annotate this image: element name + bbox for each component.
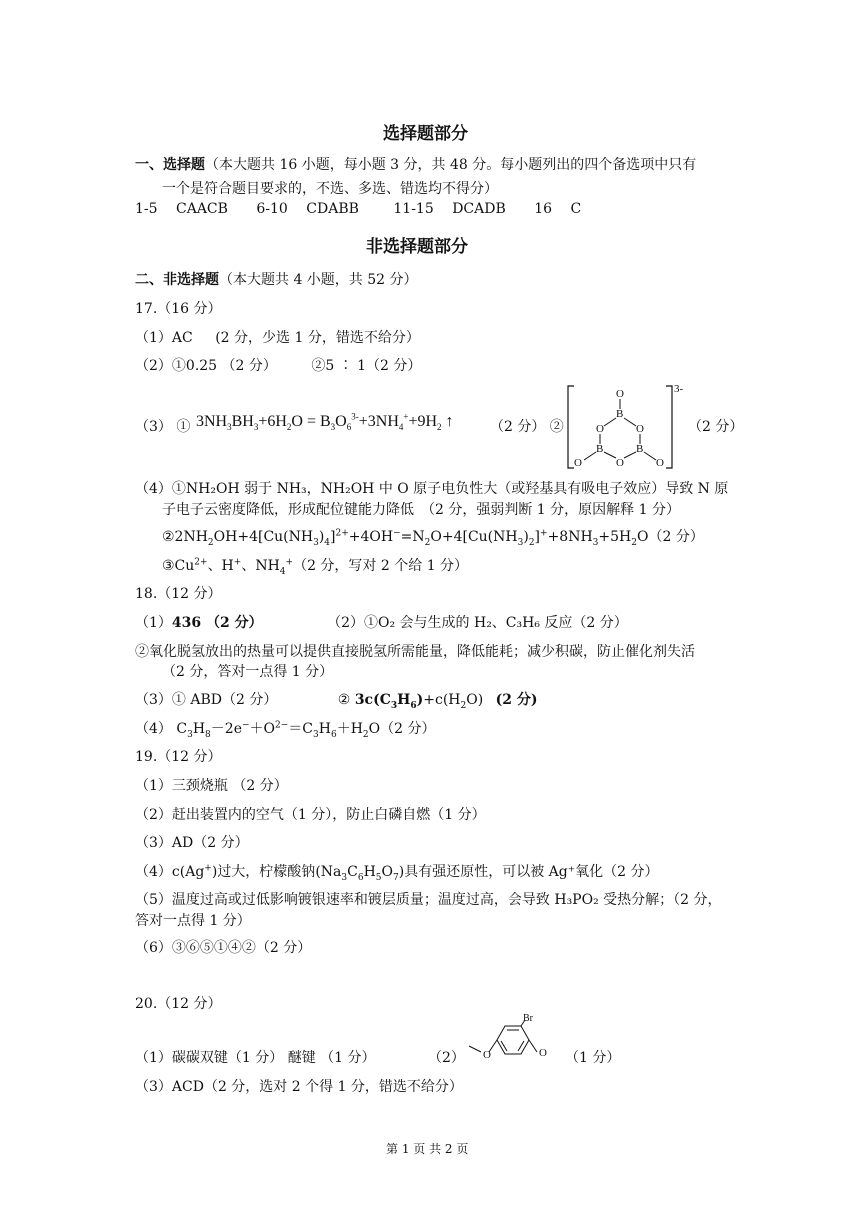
svg-text:O: O xyxy=(574,457,582,469)
section2-desc: （本大题共 4 小题，共 52 分） xyxy=(219,272,418,288)
answer-row xyxy=(135,201,581,217)
q18-p3a: （3）① ABD（2 分） xyxy=(135,692,278,708)
svg-text:B: B xyxy=(636,443,644,455)
svg-text:O: O xyxy=(616,457,624,469)
answer-value: C xyxy=(570,201,582,217)
bracket-charge: 3- xyxy=(674,383,684,395)
answer-range: 11-15 xyxy=(393,201,434,217)
q20-head: 20.（12 分） xyxy=(135,996,222,1012)
title-nonchoice: 非选择题部分 xyxy=(366,237,468,257)
page-footer: 第 1 页 共 2 页 xyxy=(386,1142,469,1156)
q19-p4c: 具有强还原性，可以被 Ag⁺氧化（2 分） xyxy=(404,864,659,880)
section1-desc2: 一个是符合题目要求的，不选、多选、错选均不得分） xyxy=(162,181,498,197)
q18-p4a: （4） xyxy=(135,721,172,737)
q18-p1a: （1） xyxy=(135,615,172,631)
svg-text:O: O xyxy=(616,388,624,400)
q18-p2b: （2 分，答对一点得 1 分） xyxy=(162,664,334,680)
q19-p1: （1）三颈烧瓶 （2 分） xyxy=(135,778,288,794)
q17-part1 xyxy=(135,327,420,347)
q17-p1-label: （1）AC xyxy=(135,330,193,346)
q18-p4-equation: $C_3H_8-2e^-+O^{2-}=C_3H_6+H_2O$ xyxy=(176,720,381,740)
q18-part1 xyxy=(135,612,628,632)
q18-p4b: （2 分） xyxy=(380,721,436,737)
q17-part2 xyxy=(135,355,421,375)
q20-p2-score: （1 分） xyxy=(565,1050,621,1066)
svg-text:B: B xyxy=(596,443,604,455)
q17-p4-2: $②2NH_2OH+4[Cu(NH_3)_4]^{2+}+4OH^-=N_2O+4[Cu(NH_3)_2]^++8NH_3+5H_2O(2$ 分） xyxy=(162,528,704,548)
answer-range: 1-5 xyxy=(135,201,158,217)
svg-text:O: O xyxy=(539,1047,547,1059)
answer-value: CDABB xyxy=(306,201,359,217)
q18-part3: （3）① ABD（2 分） ② $3c(C_3H_6)+c(H_2O)$ (2 分) xyxy=(135,692,538,711)
q18-p1c: （2）①O₂ 会与生成的 H₂、C₃H₆ 反应（2 分） xyxy=(327,615,628,631)
answer-value: CAACB xyxy=(176,201,228,217)
q17-p3-equation: $3NH_3BH_3+6H_2O = B_3O_6^{3-}+3NH_4^++9H_2$ ↑ xyxy=(196,411,454,433)
q17-p2-label: （2）①0.25 （2 分） xyxy=(135,358,277,374)
q20-p2: （2） xyxy=(428,1050,465,1066)
bromo-methoxy-benzaldehyde-structure xyxy=(455,1012,565,1068)
answer-value: DCADB xyxy=(452,201,506,217)
q18-p2a: ②氧化脱氢放出的热量可以提供直接脱氢所需能量，降低能耗；减少积碳，防止催化剂失活 xyxy=(135,644,695,660)
q17-head: 17.（16 分） xyxy=(135,301,222,317)
q18-p1b: 436 （2 分） xyxy=(171,615,263,631)
svg-text:Br: Br xyxy=(523,1013,533,1024)
section1-desc: （本大题共 16 小题，每小题 3 分，共 48 分。每小题列出的四个备选项中只有 xyxy=(205,157,697,173)
answer-range: 16 xyxy=(534,201,553,217)
svg-text:O: O xyxy=(656,457,664,469)
q17-p3-score: （2 分） ② xyxy=(490,419,564,435)
q19-p3: （3）AD（2 分） xyxy=(135,835,249,851)
q17-p3-score2: （2 分） xyxy=(688,419,744,435)
q18-head: 18.（12 分） xyxy=(135,586,222,602)
section2-head: 二、非选择题 xyxy=(135,272,219,288)
svg-text:B: B xyxy=(616,408,624,420)
q18-p3c: (2 分) xyxy=(495,692,538,708)
q18-p3b: ② xyxy=(337,692,351,708)
q20-p1: （1）碳碳双键（1 分） 醚键 （1 分） xyxy=(135,1050,376,1066)
section2-line xyxy=(135,269,418,289)
q19-head: 19.（12 分） xyxy=(135,749,222,765)
q17-p4-3-score: （2 分，写对 2 个给 1 分） xyxy=(293,558,469,574)
q19-p5a: （5）温度过高或过低影响镀银速率和镀层质量；温度过高，会导致 H₃PO₂ 受热分解；（2 分， xyxy=(135,892,722,908)
q17-p4-2-score: （2 分） xyxy=(648,529,704,545)
q17-p4-3: $③Cu^{2+}$、H+、$NH_4^+(2$ 分，写对 2 个给 1 分） xyxy=(162,557,469,577)
q17-p4-1a: （4）①NH₂OH 弱于 NH₃，NH₂OH 中 O 原子电负性大（或羟基具有吸电子效应）导致 N 原 xyxy=(135,481,729,497)
svg-text:O: O xyxy=(483,1049,491,1061)
svg-text:O: O xyxy=(636,423,644,435)
borate-ring-structure xyxy=(566,380,686,472)
q18-p3-expr: $3c(C_3H_6)$ xyxy=(354,692,424,711)
answer-range: 6-10 xyxy=(256,201,288,217)
q18-part4 xyxy=(135,718,436,738)
q17-p2-b: ②5 ∶ 1（2 分） xyxy=(311,358,422,374)
q17-p3-label: （3） ① xyxy=(135,419,191,435)
section1-head: 一、选择题 xyxy=(135,157,205,173)
q19-p2: （2）赶出装置内的空气（1 分），防止白磷自燃（1 分） xyxy=(135,807,486,823)
section1-line1 xyxy=(135,154,696,174)
q19-part4: （4）c(Ag+)过大，柠檬酸钠$(Na_3C_6H_5O_7)$具有强还原性，可以被 Ag⁺氧化（2 分） xyxy=(135,863,659,883)
q20-p3: （3）ACD（2 分，选对 2 个得 1 分，错选不给分） xyxy=(135,1079,463,1095)
q17-p4-1b: 子电子云密度降低，形成配位键能力降低 （2 分，强弱判断 1 分，原因解释 1 分） xyxy=(162,502,680,518)
q19-p5b: 答对一点得 1 分） xyxy=(135,913,251,929)
q17-p1-note: (2 分，少选 1 分，错选不给分） xyxy=(215,330,420,346)
q19-p6: （6）③⑥⑤①④②（2 分） xyxy=(135,940,312,956)
svg-text:O: O xyxy=(596,423,604,435)
title-choice: 选择题部分 xyxy=(383,124,468,144)
q19-p4b: 过大，柠檬酸钠 xyxy=(217,864,316,880)
